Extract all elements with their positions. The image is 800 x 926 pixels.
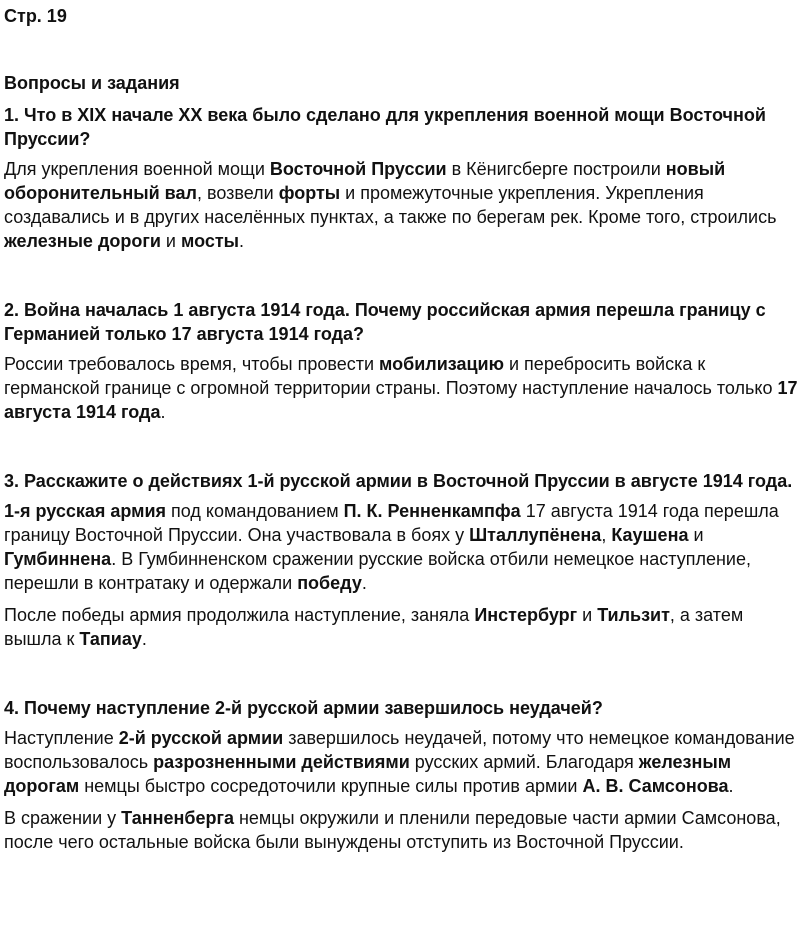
bold-term: железные дороги — [4, 231, 161, 251]
answer-text: После победы армия продолжила наступление, заняла — [4, 605, 475, 625]
question-block-4 — [4, 696, 800, 854]
question-heading: 1. Что в XIX начале XX века было сделано для укрепления военной мощи Восточной Пруссии? — [4, 105, 766, 149]
bold-term: Восточной Пруссии — [269, 159, 447, 179]
answer-text: Наступление — [4, 728, 119, 748]
question-block-3 — [4, 469, 800, 651]
question-heading: 3. Расскажите о действиях 1-й русской армии в Восточной Пруссии в августе 1914 года. — [4, 471, 793, 491]
bold-term: Тильзит — [597, 605, 670, 625]
answer-paragraph — [4, 726, 800, 798]
bold-term: победу — [297, 573, 362, 593]
answer-paragraph — [4, 352, 800, 424]
bold-term: П. К. Ренненкампфа — [343, 501, 521, 521]
bold-term: Шталлупёнена — [469, 525, 602, 545]
answer-text: в Кёнигсберге построили — [446, 159, 666, 179]
answer-text: 17 августа 1914 года перешла границу Восточной Пруссии. Она участвовала в боях у — [4, 501, 779, 545]
answer-text: . — [728, 776, 734, 796]
bold-term: разрозненными действиями — [153, 752, 410, 772]
answer-paragraph — [4, 603, 800, 651]
bold-term: 2-й русской армии — [118, 728, 284, 748]
answer-text: , возвели — [196, 183, 279, 203]
answer-text: и — [688, 525, 704, 545]
answer-text: . — [361, 573, 367, 593]
question-block-1 — [4, 103, 800, 253]
question-heading: 2. Война началась 1 августа 1914 года. Почему российская армия перешла границу с Германией только 17 августа 1914 года? — [4, 300, 766, 344]
answer-text: и промежуточные укрепления. Укрепления создавались и в других населённых пунктах, а также по берегам рек. Кроме того, строились — [4, 183, 777, 227]
bold-term: Тапиау — [79, 629, 142, 649]
answer-paragraph — [4, 806, 800, 854]
bold-term: Танненберга — [121, 808, 234, 828]
bold-term: 1-я русская армия — [4, 501, 167, 521]
answer-text: Для укрепления военной мощи — [4, 159, 270, 179]
bold-term: новый оборонительный вал — [4, 159, 726, 203]
section-gap — [4, 261, 800, 298]
answer-text: , а затем вышла к — [4, 605, 744, 649]
answer-text: завершилось неудачей, потому что немецкое командование воспользовалось — [4, 728, 795, 772]
answer-text: . — [141, 629, 147, 649]
answer-text: . В Гумбинненском сражении русские войска отбили немецкое наступление, перешли в контратаку и одержали — [4, 549, 751, 593]
questions-list — [4, 103, 800, 854]
answer-text: под командованием — [166, 501, 344, 521]
bold-term: А. В. Самсонова — [582, 776, 729, 796]
bold-term: Каушена — [611, 525, 689, 545]
answer-text: немцы окружили и пленили передовые части армии Самсонова, после чего остальные войска были вынуждены отступить из Восточной Пруссии. — [4, 808, 781, 852]
answer-text: немцы быстро сосредоточили крупные силы против армии — [79, 776, 583, 796]
answer-text: и — [160, 231, 181, 251]
bold-term: мобилизацию — [379, 354, 504, 374]
section-gap — [4, 659, 800, 696]
question-heading: 4. Почему наступление 2-й русской армии завершилось неудачей? — [4, 698, 603, 718]
answer-text: В сражении у — [4, 808, 122, 828]
bold-term: форты — [278, 183, 341, 203]
section-gap — [4, 432, 800, 469]
bold-term: Инстербург — [474, 605, 578, 625]
answer-text: и перебросить войска к германской границе с огромной территории страны. Поэтому наступление началось только — [4, 354, 778, 398]
section-title: Вопросы и задания — [4, 73, 180, 93]
bold-term: железным дорогам — [4, 752, 732, 796]
bold-term: Гумбиннена — [4, 549, 112, 569]
page-number: Стр. 19 — [4, 6, 67, 26]
answer-text: России требовалось время, чтобы провести — [4, 354, 380, 374]
answer-text: русских армий. Благодаря — [409, 752, 639, 772]
answer-text: , — [601, 525, 612, 545]
answer-text: и — [577, 605, 598, 625]
answer-paragraph — [4, 499, 800, 595]
question-block-2 — [4, 298, 800, 424]
answer-text: . — [160, 402, 166, 422]
answer-paragraph — [4, 157, 800, 253]
bold-term: мосты — [180, 231, 240, 251]
bold-term: 17 августа 1914 года — [4, 378, 798, 422]
answer-text: . — [239, 231, 245, 251]
